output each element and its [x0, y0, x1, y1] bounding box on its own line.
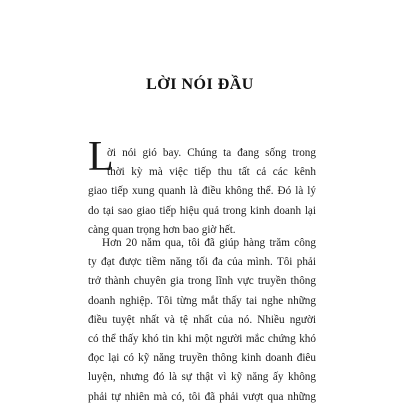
paragraph-line: thời kỳ mà việc tiếp thu tất cả các kênh: [107, 166, 316, 179]
paragraph-line: ty đạt được tiềm năng tối đa của mình. Tôi phải: [88, 256, 316, 269]
paragraph-2: [88, 234, 316, 407]
paragraph-line: có thể thấy khó tin khi một người mắc chứng khó: [88, 333, 316, 346]
paragraph-line: phải tự nhiên mà có, tôi đã phải vượt qua những: [88, 390, 316, 403]
paragraph-line: giao tiếp xung quanh là điều không thể. Đó là lý: [88, 185, 316, 198]
paragraph-line: Hơn 20 năm qua, tôi đã giúp hàng trăm công: [102, 237, 316, 249]
paragraph-1: [88, 144, 316, 240]
paragraph-line: ời nói gió bay. Chúng ta đang sống trong: [107, 147, 316, 159]
page-title: LỜI NÓI ĐẦU: [146, 76, 254, 93]
paragraph-line: đọc lại có kỹ năng truyền thông kinh doanh điêu: [88, 352, 316, 365]
paragraph-line: luyện, nhưng đó là sự thật vì kỹ năng ấy không: [88, 371, 316, 384]
paragraph-line: điều tuyệt nhất và tệ nhất của nó. Nhiều người: [88, 313, 316, 326]
paragraph-line: do tại sao giao tiếp hiệu quả trong kinh doanh lại: [88, 204, 316, 217]
paragraph-line: trở thành chuyên gia trong lĩnh vực truyền thông: [88, 275, 316, 288]
drop-cap: L: [88, 134, 114, 180]
paragraph-line: doanh nghiệp. Tôi từng mắt thấy tai nghe những: [88, 294, 316, 307]
paragraph-line: càng quan trọng hơn bao giờ hết.: [88, 223, 236, 236]
